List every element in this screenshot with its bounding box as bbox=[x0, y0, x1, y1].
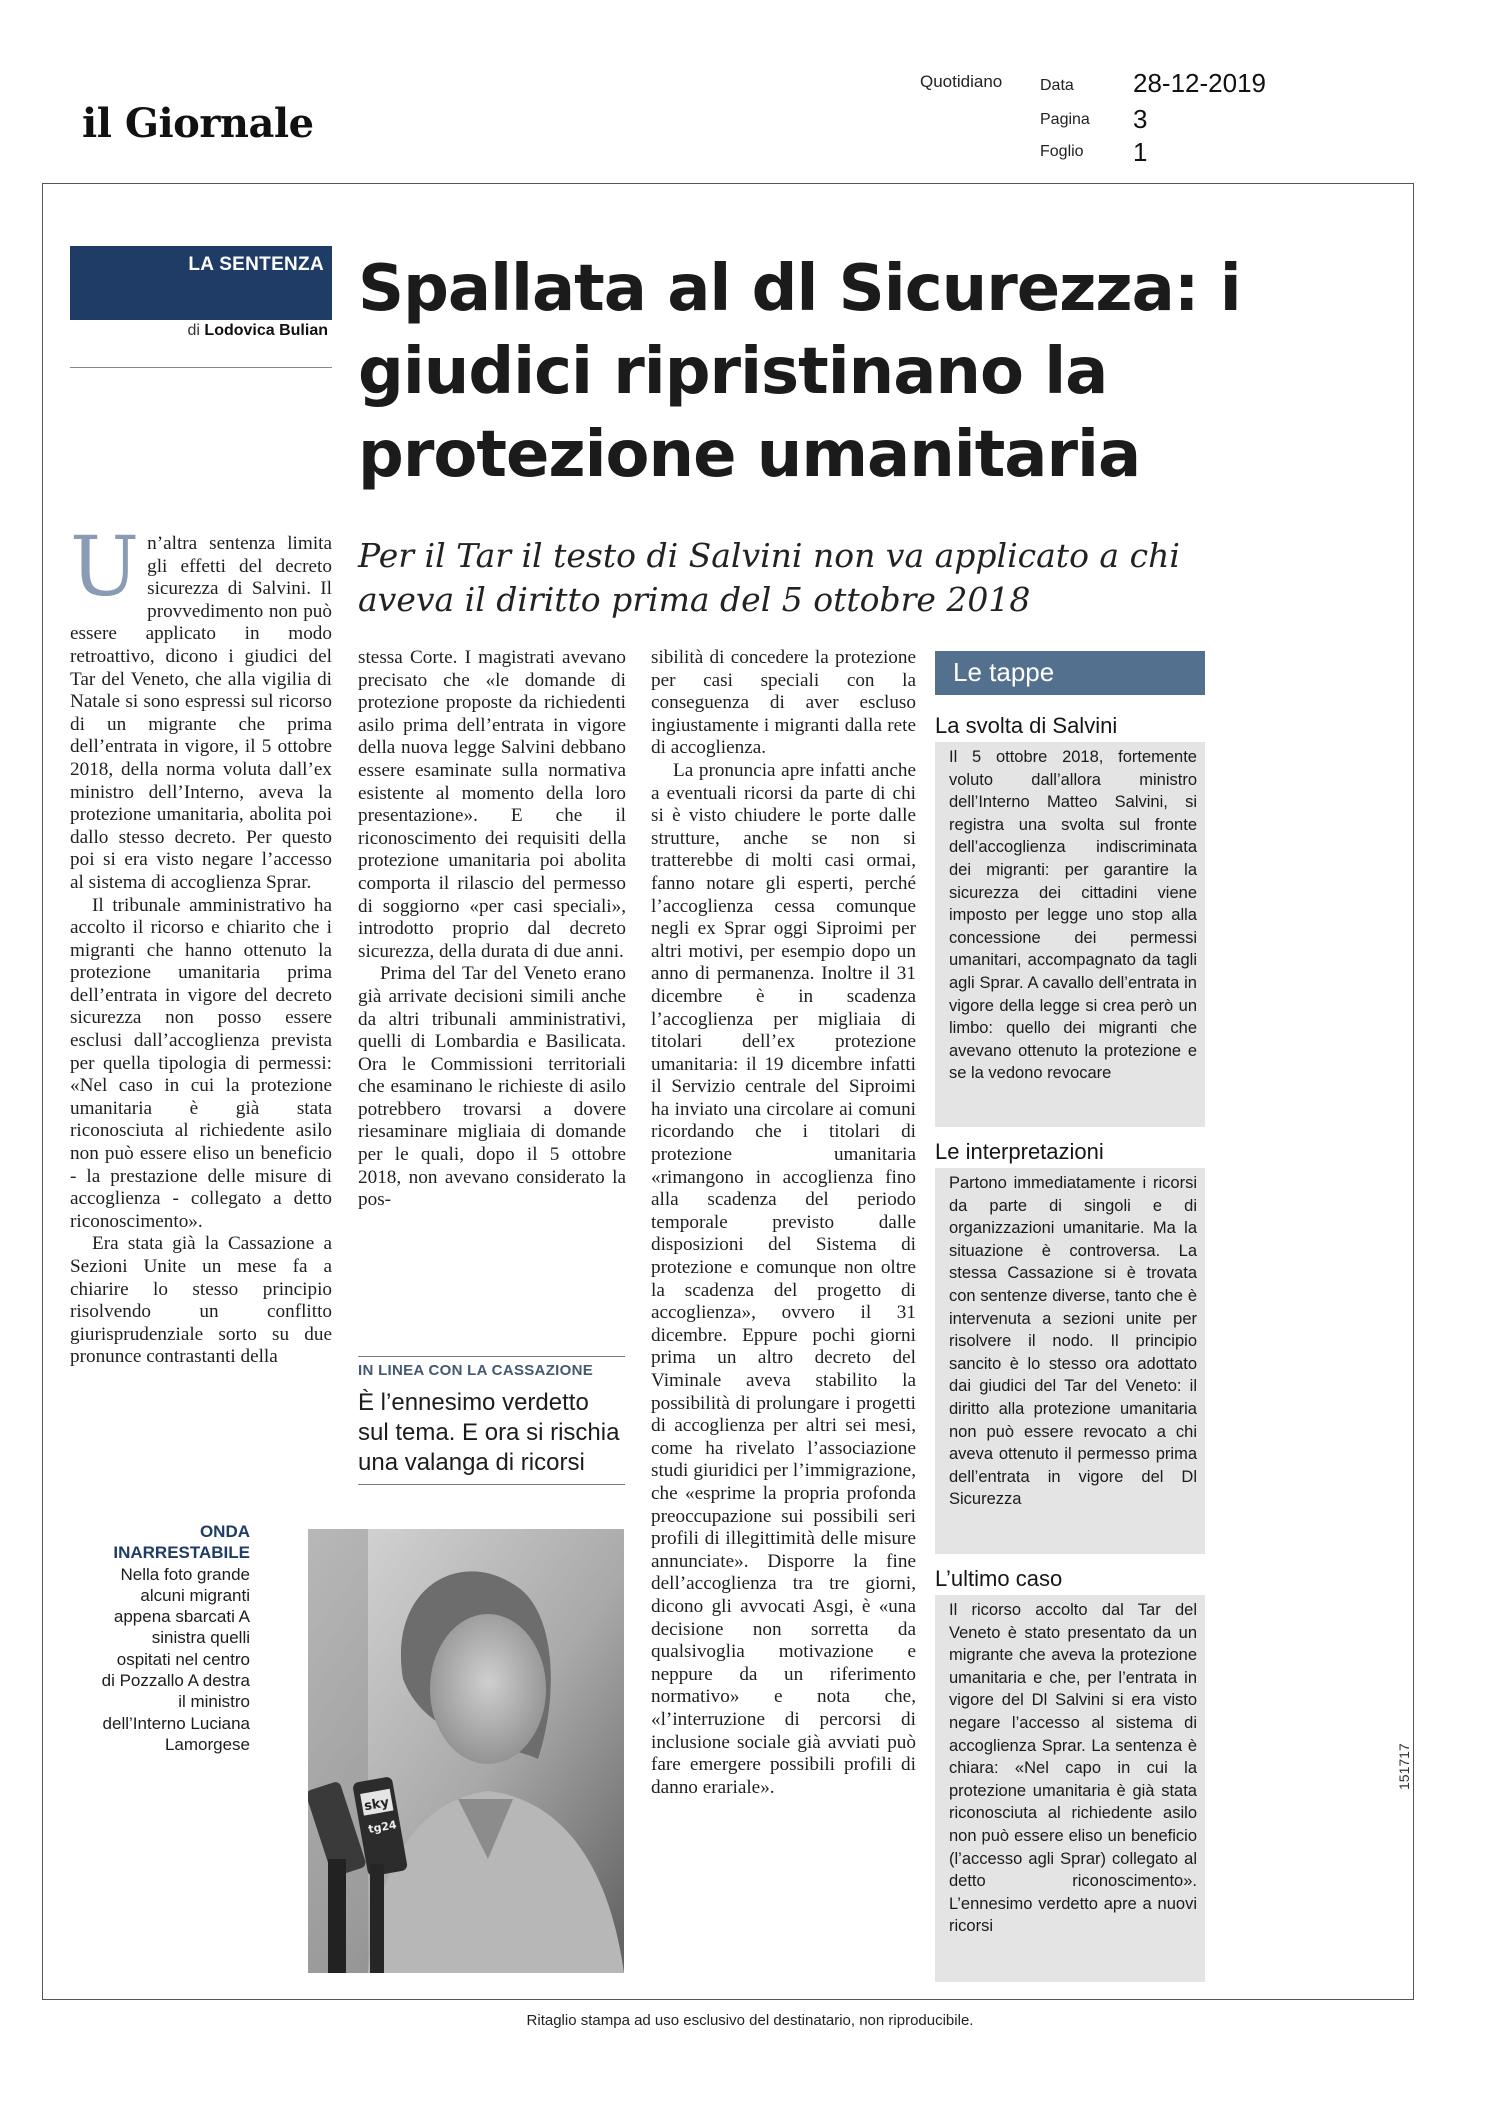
sidebar-section-title: La svolta di Salvini bbox=[935, 713, 1118, 738]
article-column-1 bbox=[70, 520, 332, 1369]
photo-minister bbox=[308, 1529, 624, 1973]
body-paragraph: Era stata già la Cassazione a Sezioni Unite un mese fa a chiarire lo stesso principio risolvendo un conflitto giurisprudenziale sorto su due pronunce contrastanti della bbox=[70, 1233, 332, 1368]
pullquote-rule-top bbox=[358, 1356, 625, 1357]
caption-text: Nella foto grande alcuni migranti appena sbarcati A sinistra quelli ospitati nel centro di Pozzallo A destra il ministro dell’Interno Luciana Lamorgese bbox=[101, 1564, 250, 1754]
body-paragraph: stessa Corte. I magistrati avevano precisato che «le domande di protezione proposte da richiedenti asilo prima dell’entrata in vigore della nuova legge Salvini debbano essere esaminate sulla normativa esistente al momento della loro presentazione». E che il riconoscimento dei requisiti della protezione umanitaria poi abolita comporta il rilascio del permesso di soggiorno «per casi speciali», introdotto proprio dal decreto sicurezza, della durata di due anni. bbox=[358, 647, 626, 962]
body-paragraph: Prima del Tar del Veneto erano già arrivate decisioni simili anche da altri tribunali amministrativi, quelli di Lombardia e Basilicata. Ora le Commissioni territoriali che esaminano le richieste di asilo potrebbero trovarsi a dovere riesaminare migliaia di domande per le quali, dopo il 5 ottobre 2018, non avevano considerato la pos- bbox=[358, 963, 626, 1211]
pullquote-text: È l’ennesimo verdetto sul tema. E ora si rischia una valanga di ricorsi bbox=[358, 1389, 620, 1476]
byline-author: Lodovica Bulian bbox=[204, 322, 328, 339]
body-paragraph: Il tribunale amministrativo ha accolto il ricorso e chiarito che i migranti che hanno ottenuto la protezione umanitaria prima dell’entrata in vigore del decreto sicurezza non posso essere esclusi dall’accoglienza prevista per quella tipologia di permessi: «Nel caso in cui la protezione umanitaria è già stata riconosciuta al richiedente asilo non può essere eliso un beneficio - la prestazione delle misure di accoglienza - collegato a detto riconoscimento». bbox=[70, 894, 332, 1232]
microphone-pole bbox=[328, 1859, 346, 1973]
date-value: 28-12-2019 bbox=[1133, 68, 1266, 98]
footer-disclaimer: Ritaglio stampa ad uso esclusivo del destinatario, non riproducibile. bbox=[526, 2012, 974, 2029]
byline-divider bbox=[70, 367, 332, 368]
byline bbox=[70, 322, 328, 340]
sidebar-section-text: Il ricorso accolto dal Tar del Veneto è stato presentato da un migrante che aveva la protezione umanitaria e che, per l’entrata in vigore del Dl Salvini si era visto negare l’accesso al sistema di accoglienza Sprar. La sentenza è chiara: «Nel capo in cui la protezione umanitaria è già stata riconosciuta al richiedente asilo non può essere eliso un beneficio (l’accesso agli Sprar) collegato al detto riconoscimento». L’ennesimo verdetto apre a nuovi ricorsi bbox=[935, 1595, 1205, 1982]
date-label: Data bbox=[1040, 77, 1074, 94]
microphone-pole bbox=[370, 1864, 384, 1973]
headline: Spallata al dl Sicurezza: i giudici ripristinano la protezione umanitaria bbox=[358, 252, 1241, 492]
photo-caption bbox=[100, 1521, 250, 1755]
face-shape bbox=[430, 1614, 546, 1764]
body-paragraph: La pronuncia apre infatti anche a eventuali ricorsi da parte di chi si è visto chiudere le porte dalle strutture, anche se non si tratterebbe di molti casi ormai, fanno notare gli esperti, perché l’accoglienza cessa comunque negli ex Sprar oggi Siproimi per altri motivi, per esempio dopo un anno di permanenza. Inoltre il 31 dicembre è in scadenza l’accoglienza per migliaia di titolari dell’ex protezione umanitaria: il 19 dicembre infatti il Servizio centrale del Siproimi ha inviato una circolare ai comuni ricordando che i titolari di protezione umanitaria «rimangono in accoglienza fino alla scadenza del periodo temporale previsto dalle disposizioni del Sistema di protezione e comunque non oltre la scadenza del progetto di accoglienza», ovvero il 31 dicembre. Eppure pochi giorni prima un altro decreto del Viminale aveva stabilito la possibilità di prolungare i progetti di accoglienza per altri sei mesi, come ha rivelato l’associazione studi giuridici per l’immigrazione, che «esprime la propria profonda preoccupazione sui possibili seri profili di illegittimità delle misure annunciate». Disporre la fine dell’accoglienza tra tre giorni, dicono gli avvocati Asgi, è «una decisione non sorretta da qualsivoglia motivazione e neppure da un riferimento normativo» e nota che, «l’interruzione di percorsi di inclusione sociale già avviati può fare emergere possibili profili di danno erariale». bbox=[651, 759, 916, 1798]
kicker-label: LA SENTENZA bbox=[188, 254, 324, 275]
publication-type: Quotidiano bbox=[920, 72, 1003, 91]
sheet-label: Foglio bbox=[1040, 143, 1084, 160]
sidebar-section-title: Le interpretazioni bbox=[935, 1139, 1104, 1164]
kicker-box bbox=[70, 246, 332, 320]
body-paragraph: Un’altra sentenza limita gli effetti del decreto sicurezza di Salvini. Il provvedimento non può essere applicato in modo retroattivo, dicono i giudici del Tar del Veneto, che alla vigilia di Natale si sono espressi sul ricorso di un migrante che prima dell’entrata in vigore, il 5 ottobre 2018, della norma voluta dall’ex ministro dell’Interno, aveva la protezione umanitaria, abolita poi dallo stesso decreto. Per questo poi si era visto negare l’accesso al sistema di accoglienza Sprar. bbox=[70, 520, 332, 893]
sidebar-section-text: Il 5 ottobre 2018, fortemente voluto dall’allora ministro dell’Interno Matteo Salvini, si registra una svolta sul fronte dell’accoglienza indiscriminata dei migranti: per garantire la sicurezza dei cittadini viene imposto per legge uno stop alla concessione dei permessi umanitari, accompagnato da tagli agli Sprar. A cavallo dell’entrata in vigore della legge si crea però un limbo: quello dei migranti che avevano ottenuto la protezione e se la vedono revocare bbox=[935, 742, 1205, 1127]
article-column-2 bbox=[358, 647, 626, 1212]
drop-cap: U bbox=[70, 520, 140, 615]
sidebar-section-title: L’ultimo caso bbox=[935, 1566, 1063, 1591]
caption-title: ONDA INARRESTABILE bbox=[113, 1522, 250, 1563]
article-column-3 bbox=[651, 647, 916, 1799]
body-paragraph: sibilità di concedere la protezione per casi speciali con la conseguenza di aver escluso ingiustamente i migranti dalla rete di accoglienza. bbox=[651, 647, 916, 759]
sidebar-section-text: Partono immediatamente i ricorsi da parte di singoli e di organizzazioni umanitarie. Ma la situazione è controversa. La stessa Cassazione si è trovata con sentenze diverse, tanto che è intervenuta a sezioni unite per risolvere il nodo. Il principio sancito è lo stesso ora adottato dai giudici del Tar del Veneto: il diritto alla protezione umanitaria non può essere revocato a chi aveva ottenuto il permesso prima dell’entrata in vigore del Dl Sicurezza bbox=[935, 1168, 1205, 1554]
tg24-logo-text: tg24 bbox=[367, 1818, 398, 1836]
byline-prefix: di bbox=[187, 322, 200, 339]
clipping-code: 151717 bbox=[1396, 1743, 1412, 1790]
page-value: 3 bbox=[1133, 104, 1148, 134]
sidebar-title: Le tappe bbox=[953, 657, 1055, 687]
pullquote-label: IN LINEA CON LA CASSAZIONE bbox=[358, 1362, 594, 1379]
pullquote-rule-bottom bbox=[358, 1484, 625, 1485]
sheet-value: 1 bbox=[1133, 137, 1148, 167]
page-label: Pagina bbox=[1040, 111, 1090, 128]
masthead-logo: il Giornale bbox=[82, 100, 314, 147]
subheadline: Per il Tar il testo di Salvini non va applicato a chi aveva il diritto prima del 5 ottobre 2018 bbox=[358, 536, 1180, 619]
sky-logo-text: sky bbox=[363, 1795, 391, 1815]
sidebar-title-box bbox=[935, 651, 1205, 695]
